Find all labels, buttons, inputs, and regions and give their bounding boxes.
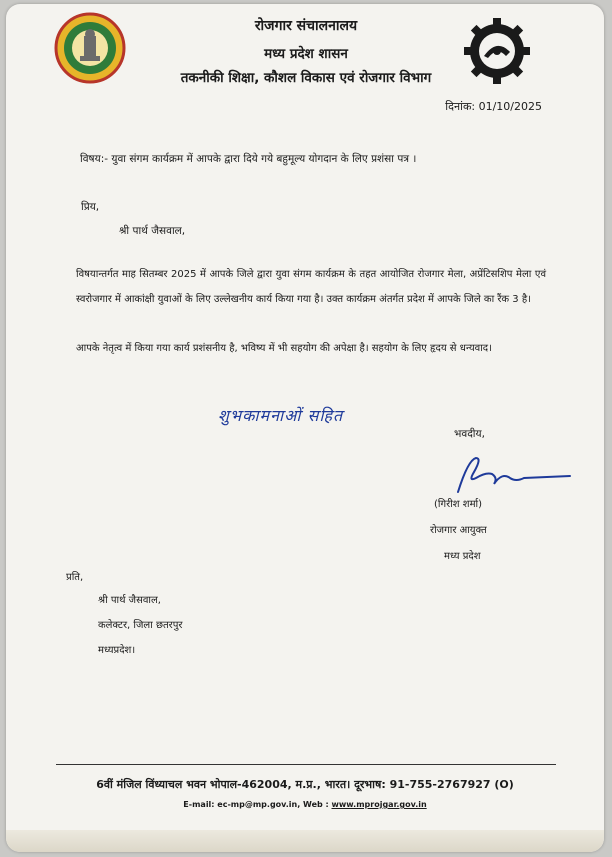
recipient-name: श्री पार्थ जैसवाल, — [98, 595, 161, 606]
footer-email: E-mail: ec-mp@mp.gov.in, Web : — [183, 800, 329, 809]
footer-address: 6वीं मंजिल विंध्याचल भवन भोपाल-462004, म.प्र., भारत। दूरभाष: 91-755-2767927 (O) — [96, 778, 514, 791]
body-paragraph-1: विषयान्तर्गत माह सितम्बर 2025 में आपके जिले द्वारा युवा संगम कार्यक्रम के तहत आयोजित रोजगार मेला, अप्रेंटिसशिप मेला एवं स्वरोजगार में आकांक्षी युवाओं के लिए उल्लेखनीय कार्य किया गया है। उक्त कार्यक्रम अंतर्गत प्रदेश में आपके जिले का रैंक 3 है। — [76, 269, 546, 305]
department-title: रोजगार संचालनालय — [254, 18, 358, 34]
signatory-designation: रोजगार आयुक्त — [430, 525, 487, 536]
letter-date: दिनांक: 01/10/2025 — [445, 100, 542, 113]
recipient-office: कलेक्टर, जिला छतरपुर — [98, 620, 183, 631]
greeting: प्रिय, — [81, 201, 100, 213]
recipient-state: मध्यप्रदेश। — [98, 645, 136, 656]
signatory-state: मध्य प्रदेश — [444, 551, 481, 562]
signature-icon — [446, 452, 576, 498]
ministry-title: तकनीकी शिक्षा, कौशल विकास एवं रोजगार विभाग — [180, 70, 432, 86]
footer-website-link[interactable]: www.mprojgar.gov.in — [331, 800, 427, 809]
salutation: श्री पार्थ जैसवाल, — [119, 225, 186, 237]
body-paragraph-2: आपके नेतृत्व में किया गया कार्य प्रशंसनीय है, भविष्य में भी सहयोग की अपेक्षा है। सहयोग के लिए हृदय से धन्यवाद। — [76, 343, 492, 354]
bottom-edge — [6, 830, 604, 852]
footer-divider — [56, 764, 556, 765]
letter-sheet — [6, 4, 604, 852]
footer-contact — [6, 800, 604, 809]
closing: भवदीय, — [454, 428, 485, 440]
government-title: मध्य प्रदेश शासन — [264, 46, 348, 62]
subject-line: विषय:- युवा संगम कार्यक्रम में आपके द्वारा दिये गये बहुमूल्य योगदान के लिए प्रशंसा पत्र । — [80, 153, 417, 165]
mp-emblem-icon — [54, 12, 126, 84]
recipient-label: प्रति, — [66, 572, 84, 583]
handwritten-note: शुभकामनाओं सहित — [218, 406, 344, 425]
signatory-name: (गिरीश शर्मा) — [434, 499, 483, 510]
